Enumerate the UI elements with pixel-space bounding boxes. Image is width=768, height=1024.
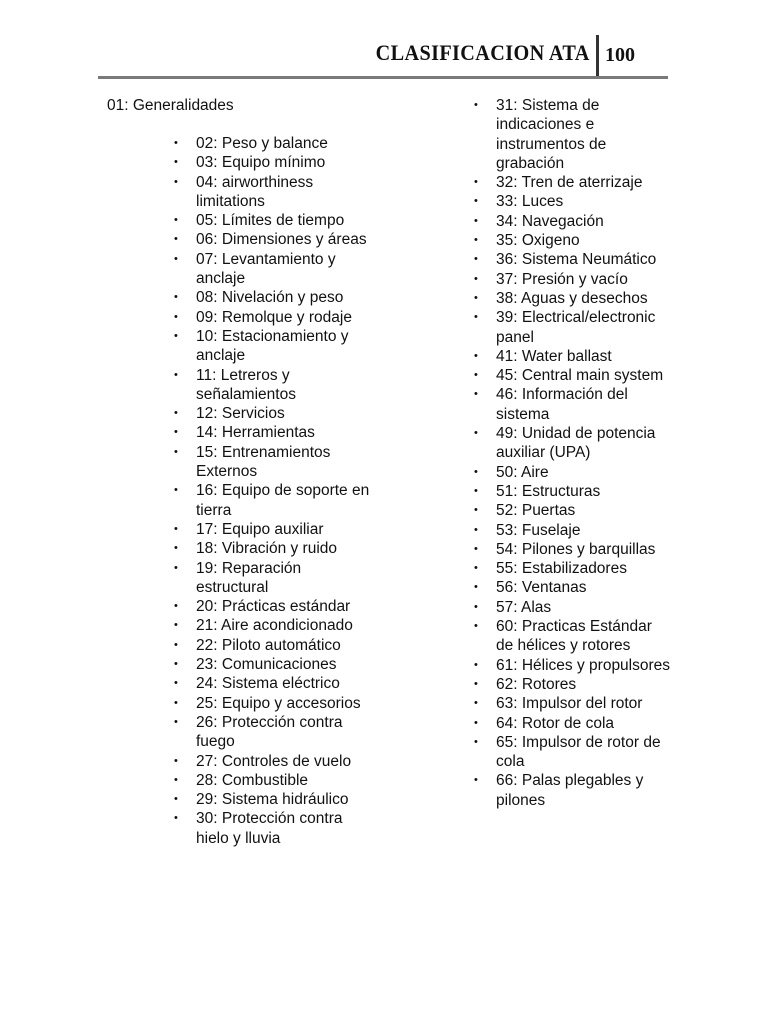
bullet-icon: •: [474, 427, 478, 440]
ata-list-left: [172, 134, 370, 848]
list-item-label: 11: Letreros y señalamientos: [196, 366, 296, 403]
list-item: [472, 771, 672, 810]
bullet-icon: •: [474, 562, 478, 575]
bullet-icon: •: [474, 388, 478, 401]
list-item: [472, 250, 672, 269]
list-item: [472, 192, 672, 211]
bullet-icon: •: [474, 195, 478, 208]
list-item-label: 16: Equipo de soporte en tierra: [196, 482, 370, 519]
bullet-icon: •: [474, 542, 478, 555]
list-item-label: 53: Fuselaje: [496, 521, 581, 539]
list-item-label: 35: Oxigeno: [496, 232, 580, 250]
bullet-icon: •: [474, 253, 478, 266]
list-item: [472, 714, 672, 733]
list-item-label: 19: Reparación estructural: [196, 559, 302, 596]
list-item-label: 09: Remolque y rodaje: [196, 308, 352, 326]
list-item-label: 51: Estructuras: [496, 482, 601, 500]
bullet-icon: •: [474, 600, 478, 613]
list-item: [172, 308, 370, 327]
page-title: CLASIFICACION ATA: [375, 40, 590, 65]
list-item-label: 26: Protección contra fuego: [196, 713, 343, 751]
list-item: [472, 559, 672, 578]
list-item-label: 17: Equipo auxiliar: [196, 520, 324, 538]
list-item: [472, 289, 672, 308]
list-item: [172, 597, 370, 616]
bullet-icon: •: [174, 445, 178, 458]
bullet-icon: •: [174, 638, 178, 651]
list-item-label: 27: Controles de vuelo: [196, 752, 352, 770]
list-item-label: 08: Nivelación y peso: [196, 289, 344, 307]
bullet-icon: •: [174, 696, 178, 709]
list-item-label: 23: Comunicaciones: [196, 656, 337, 674]
bullet-icon: •: [474, 735, 478, 748]
list-item-label: 07: Levantamiento y anclaje: [196, 250, 336, 288]
list-item: [172, 713, 370, 752]
bullet-icon: •: [474, 272, 478, 285]
list-item: [472, 308, 672, 347]
list-item-label: 06: Dimensiones y áreas: [196, 231, 367, 249]
list-item: [172, 520, 370, 539]
list-item: [172, 423, 370, 442]
list-item-label: 29: Sistema hidráulico: [196, 791, 349, 809]
list-item: [172, 230, 370, 249]
list-item-label: 57: Alas: [496, 598, 552, 616]
list-item-label: 03: Equipo mínimo: [196, 154, 326, 172]
bullet-icon: •: [474, 620, 478, 633]
page-number: 100: [605, 44, 635, 66]
bullet-icon: •: [174, 156, 178, 169]
list-item: [172, 153, 370, 172]
list-item-label: 63: Impulsor del rotor: [496, 695, 643, 713]
bullet-icon: •: [474, 234, 478, 247]
list-item-label: 64: Rotor de cola: [496, 714, 615, 732]
bullet-icon: •: [174, 175, 178, 188]
list-item: [172, 752, 370, 771]
list-item: [172, 694, 370, 713]
list-item-label: 41: Water ballast: [496, 347, 612, 365]
list-item-label: 65: Impulsor de rotor de cola: [496, 733, 661, 771]
bullet-icon: •: [174, 773, 178, 786]
list-item: [472, 96, 672, 173]
bullet-icon: •: [474, 658, 478, 671]
list-item: [472, 521, 672, 540]
list-item: [472, 656, 672, 675]
list-item: [172, 616, 370, 635]
bullet-icon: •: [174, 658, 178, 671]
list-item-label: 32: Tren de aterrizaje: [496, 174, 643, 192]
list-item-label: 10: Estacionamiento y anclaje: [196, 327, 349, 365]
bullet-icon: •: [474, 504, 478, 517]
list-item-label: 34: Navegación: [496, 212, 604, 230]
list-item: [472, 482, 672, 501]
list-item-label: 04: airworthiness limitations: [196, 173, 314, 210]
bullet-icon: •: [174, 407, 178, 420]
list-item: [172, 790, 370, 809]
list-item: [472, 694, 672, 713]
list-item-label: 18: Vibración y ruido: [196, 540, 338, 558]
bullet-icon: •: [174, 542, 178, 555]
list-item: [172, 250, 370, 289]
list-item-label: 36: Sistema Neumático: [496, 251, 657, 269]
bullet-icon: •: [174, 137, 178, 149]
bullet-icon: •: [174, 754, 178, 767]
bullet-icon: •: [474, 484, 478, 497]
list-item: [172, 366, 370, 405]
list-item-label: 30: Protección contra hielo y lluvia: [196, 810, 343, 847]
bullet-icon: •: [474, 369, 478, 382]
list-item: [172, 655, 370, 674]
bullet-icon: •: [174, 484, 178, 497]
list-item-label: 31: Sistema de indicaciones e instrumentos de grabación: [496, 97, 607, 172]
list-item: [472, 578, 672, 597]
bullet-icon: •: [474, 99, 478, 111]
list-item: [472, 463, 672, 482]
bullet-icon: •: [474, 774, 478, 787]
list-item-label: 38: Aguas y desechos: [496, 289, 648, 307]
list-item: [472, 366, 672, 385]
header-rule: [98, 76, 668, 79]
list-item-label: 39: Electrical/electronic panel: [496, 309, 656, 346]
list-item: [472, 212, 672, 231]
list-item-label: 14: Herramientas: [196, 424, 315, 442]
list-item-label: 28: Combustible: [196, 771, 309, 789]
bullet-icon: •: [474, 716, 478, 729]
bullet-icon: •: [474, 465, 478, 478]
bullet-icon: •: [174, 426, 178, 439]
bullet-icon: •: [174, 291, 178, 304]
list-item: [172, 809, 370, 848]
list-item: [172, 771, 370, 790]
list-item: [472, 617, 672, 656]
list-item-label: 60: Practicas Estándar de hélices y rotores: [496, 618, 652, 655]
list-item-label: 62: Rotores: [496, 675, 577, 693]
list-item: [472, 270, 672, 289]
list-item-label: 02: Peso y balance: [196, 135, 328, 152]
bullet-icon: •: [174, 329, 178, 342]
bullet-icon: •: [474, 581, 478, 594]
bullet-icon: •: [474, 349, 478, 362]
bullet-icon: •: [174, 522, 178, 535]
list-item: [172, 539, 370, 558]
list-item-label: 25: Equipo y accesorios: [196, 694, 361, 712]
list-item: [172, 674, 370, 693]
bullet-icon: •: [474, 523, 478, 536]
bullet-icon: •: [474, 214, 478, 227]
list-item-label: 22: Piloto automático: [196, 636, 341, 654]
list-item-label: 21: Aire acondicionado: [196, 617, 353, 635]
list-item: [172, 327, 370, 366]
bullet-icon: •: [474, 176, 478, 189]
list-item-label: 55: Estabilizadores: [496, 560, 627, 578]
list-item: [472, 501, 672, 520]
list-item: [472, 424, 672, 463]
list-item: [172, 559, 370, 598]
list-item-label: 46: Información del sistema: [496, 386, 628, 423]
bullet-icon: •: [174, 252, 178, 265]
list-item: [172, 134, 370, 153]
list-item: [172, 173, 370, 212]
list-item: [172, 211, 370, 230]
list-item: [172, 481, 370, 520]
list-item-label: 50: Aire: [496, 463, 549, 481]
list-item: [472, 675, 672, 694]
bullet-icon: •: [174, 715, 178, 728]
list-item: [172, 288, 370, 307]
bullet-icon: •: [174, 619, 178, 632]
bullet-icon: •: [174, 561, 178, 574]
bullet-icon: •: [174, 310, 178, 323]
list-item-label: 54: Pilones y barquillas: [496, 540, 656, 558]
bullet-icon: •: [174, 793, 178, 806]
list-item: [172, 443, 370, 482]
list-item-label: 15: Entrenamientos Externos: [196, 443, 331, 481]
intro-heading: 01: Generalidades: [107, 97, 234, 114]
list-item: [472, 598, 672, 617]
list-item-label: 12: Servicios: [196, 405, 285, 423]
list-item: [472, 540, 672, 559]
list-item: [472, 231, 672, 250]
list-item-label: 33: Luces: [496, 193, 564, 211]
list-item: [472, 385, 672, 424]
bullet-icon: •: [174, 600, 178, 613]
list-item: [472, 347, 672, 366]
bullet-icon: •: [174, 812, 178, 825]
list-item-label: 49: Unidad de potencia auxiliar (UPA): [496, 425, 656, 462]
list-item-label: 05: Límites de tiempo: [196, 212, 345, 230]
list-item-label: 45: Central main system: [496, 367, 664, 385]
list-item-label: 66: Palas plegables y pilones: [496, 772, 644, 809]
list-item-label: 61: Hélices y propulsores: [496, 656, 671, 674]
ata-list-right: [472, 96, 672, 810]
bullet-icon: •: [174, 368, 178, 381]
bullet-icon: •: [474, 677, 478, 690]
list-item: [172, 636, 370, 655]
list-item-label: 20: Prácticas estándar: [196, 598, 351, 616]
bullet-icon: •: [174, 214, 178, 227]
bullet-icon: •: [474, 291, 478, 304]
bullet-icon: •: [474, 311, 478, 324]
list-item: [172, 404, 370, 423]
list-item-label: 56: Ventanas: [496, 579, 587, 597]
bullet-icon: •: [174, 677, 178, 690]
list-item: [472, 733, 672, 772]
list-item: [472, 173, 672, 192]
header-divider: [596, 35, 599, 78]
list-item-label: 52: Puertas: [496, 502, 576, 520]
list-item-label: 37: Presión y vacío: [496, 270, 628, 288]
list-item-label: 24: Sistema eléctrico: [196, 675, 340, 693]
bullet-icon: •: [474, 697, 478, 710]
bullet-icon: •: [174, 233, 178, 246]
